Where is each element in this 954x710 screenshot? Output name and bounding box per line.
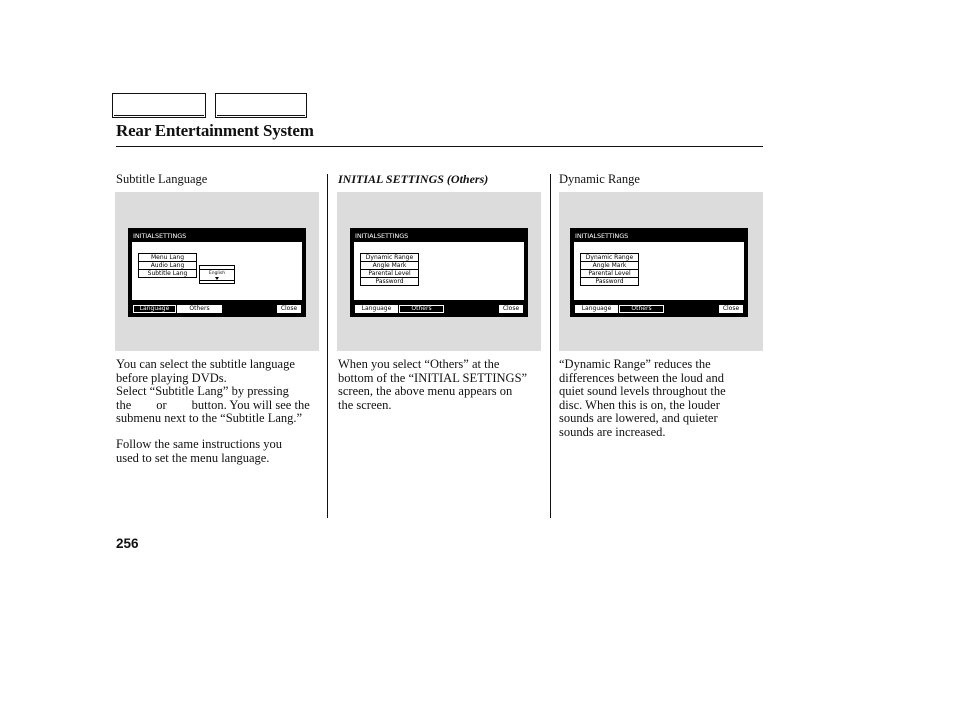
screen-content [132, 242, 302, 300]
heading-initial-settings-others: INITIAL SETTINGS (Others) [338, 172, 489, 186]
bar-language-button[interactable]: Language [355, 305, 398, 313]
heading-dynamic-range: Dynamic Range [559, 172, 640, 186]
menu-item-dynamic-range[interactable]: Dynamic Range [360, 253, 419, 262]
menu-item-audio-lang[interactable]: Audio Lang [138, 261, 197, 270]
menu-item-password[interactable]: Password [360, 277, 419, 286]
menu-item-parental-level[interactable]: Parental Level [360, 269, 419, 278]
settings-menu [580, 253, 639, 286]
menu-item-angle-mark[interactable]: Angle Mark [360, 261, 419, 270]
paragraph-others: When you select “Others” at the bottom of the “INITIAL SETTINGS” screen, the above menu appears on the screen. [338, 357, 528, 412]
menu-item-dynamic-range[interactable]: Dynamic Range [580, 253, 639, 262]
settings-screen [350, 228, 528, 317]
settings-screen [128, 228, 306, 317]
bar-language-button[interactable]: Language [575, 305, 618, 313]
nav-tab-left[interactable] [112, 93, 206, 118]
settings-menu [360, 253, 419, 286]
menu-item-parental-level[interactable]: Parental Level [580, 269, 639, 278]
bar-language-button[interactable]: Language [133, 305, 176, 313]
bar-others-button[interactable]: Others [399, 305, 444, 313]
section-title: Rear Entertainment System [116, 121, 314, 140]
header-rule [116, 146, 763, 147]
screen-title: INITIALSETTINGS [133, 232, 187, 240]
menu-item-angle-mark[interactable]: Angle Mark [580, 261, 639, 270]
figure-dynamic-range [559, 192, 763, 351]
bar-others-button[interactable]: Others [619, 305, 664, 313]
menu-item-menu-lang[interactable]: Menu Lang [138, 253, 197, 262]
screen-title: INITIALSETTINGS [575, 232, 629, 240]
menu-item-password[interactable]: Password [580, 277, 639, 286]
bar-others-button[interactable]: Others [177, 305, 222, 313]
bar-close-button[interactable]: Close [277, 305, 301, 313]
column-divider-1 [327, 174, 328, 518]
nav-tab-right[interactable] [215, 93, 307, 118]
screen-title: INITIALSETTINGS [355, 232, 409, 240]
settings-menu [138, 253, 197, 278]
bar-close-button[interactable]: Close [719, 305, 743, 313]
figure-initial-settings-others [337, 192, 541, 351]
screen-content [574, 242, 744, 300]
paragraph-subtitle-2: Follow the same instructions you used to set the menu language. [116, 437, 282, 465]
paragraph-subtitle-1: You can select the subtitle language before playing DVDs. Select “Subtitle Lang” by pressing the or button. You will see the submenu next to the “Subtitle Lang.” [116, 357, 310, 425]
page-number: 256 [116, 536, 139, 551]
subtitle-submenu[interactable] [199, 265, 235, 284]
bar-close-button[interactable]: Close [499, 305, 523, 313]
figure-subtitle-language [115, 192, 319, 351]
screen-content [354, 242, 524, 300]
menu-item-subtitle-lang[interactable]: Subtitle Lang [138, 269, 197, 278]
heading-subtitle-language: Subtitle Language [116, 172, 208, 186]
submenu-value: English [208, 271, 226, 276]
settings-screen [570, 228, 748, 317]
paragraph-dynamic-range: “Dynamic Range” reduces the differences between the loud and quiet sound levels throughout the disc. When this is on, the louder sounds are lowered, and quieter sounds are increased. [559, 357, 726, 439]
column-divider-2 [550, 174, 551, 518]
